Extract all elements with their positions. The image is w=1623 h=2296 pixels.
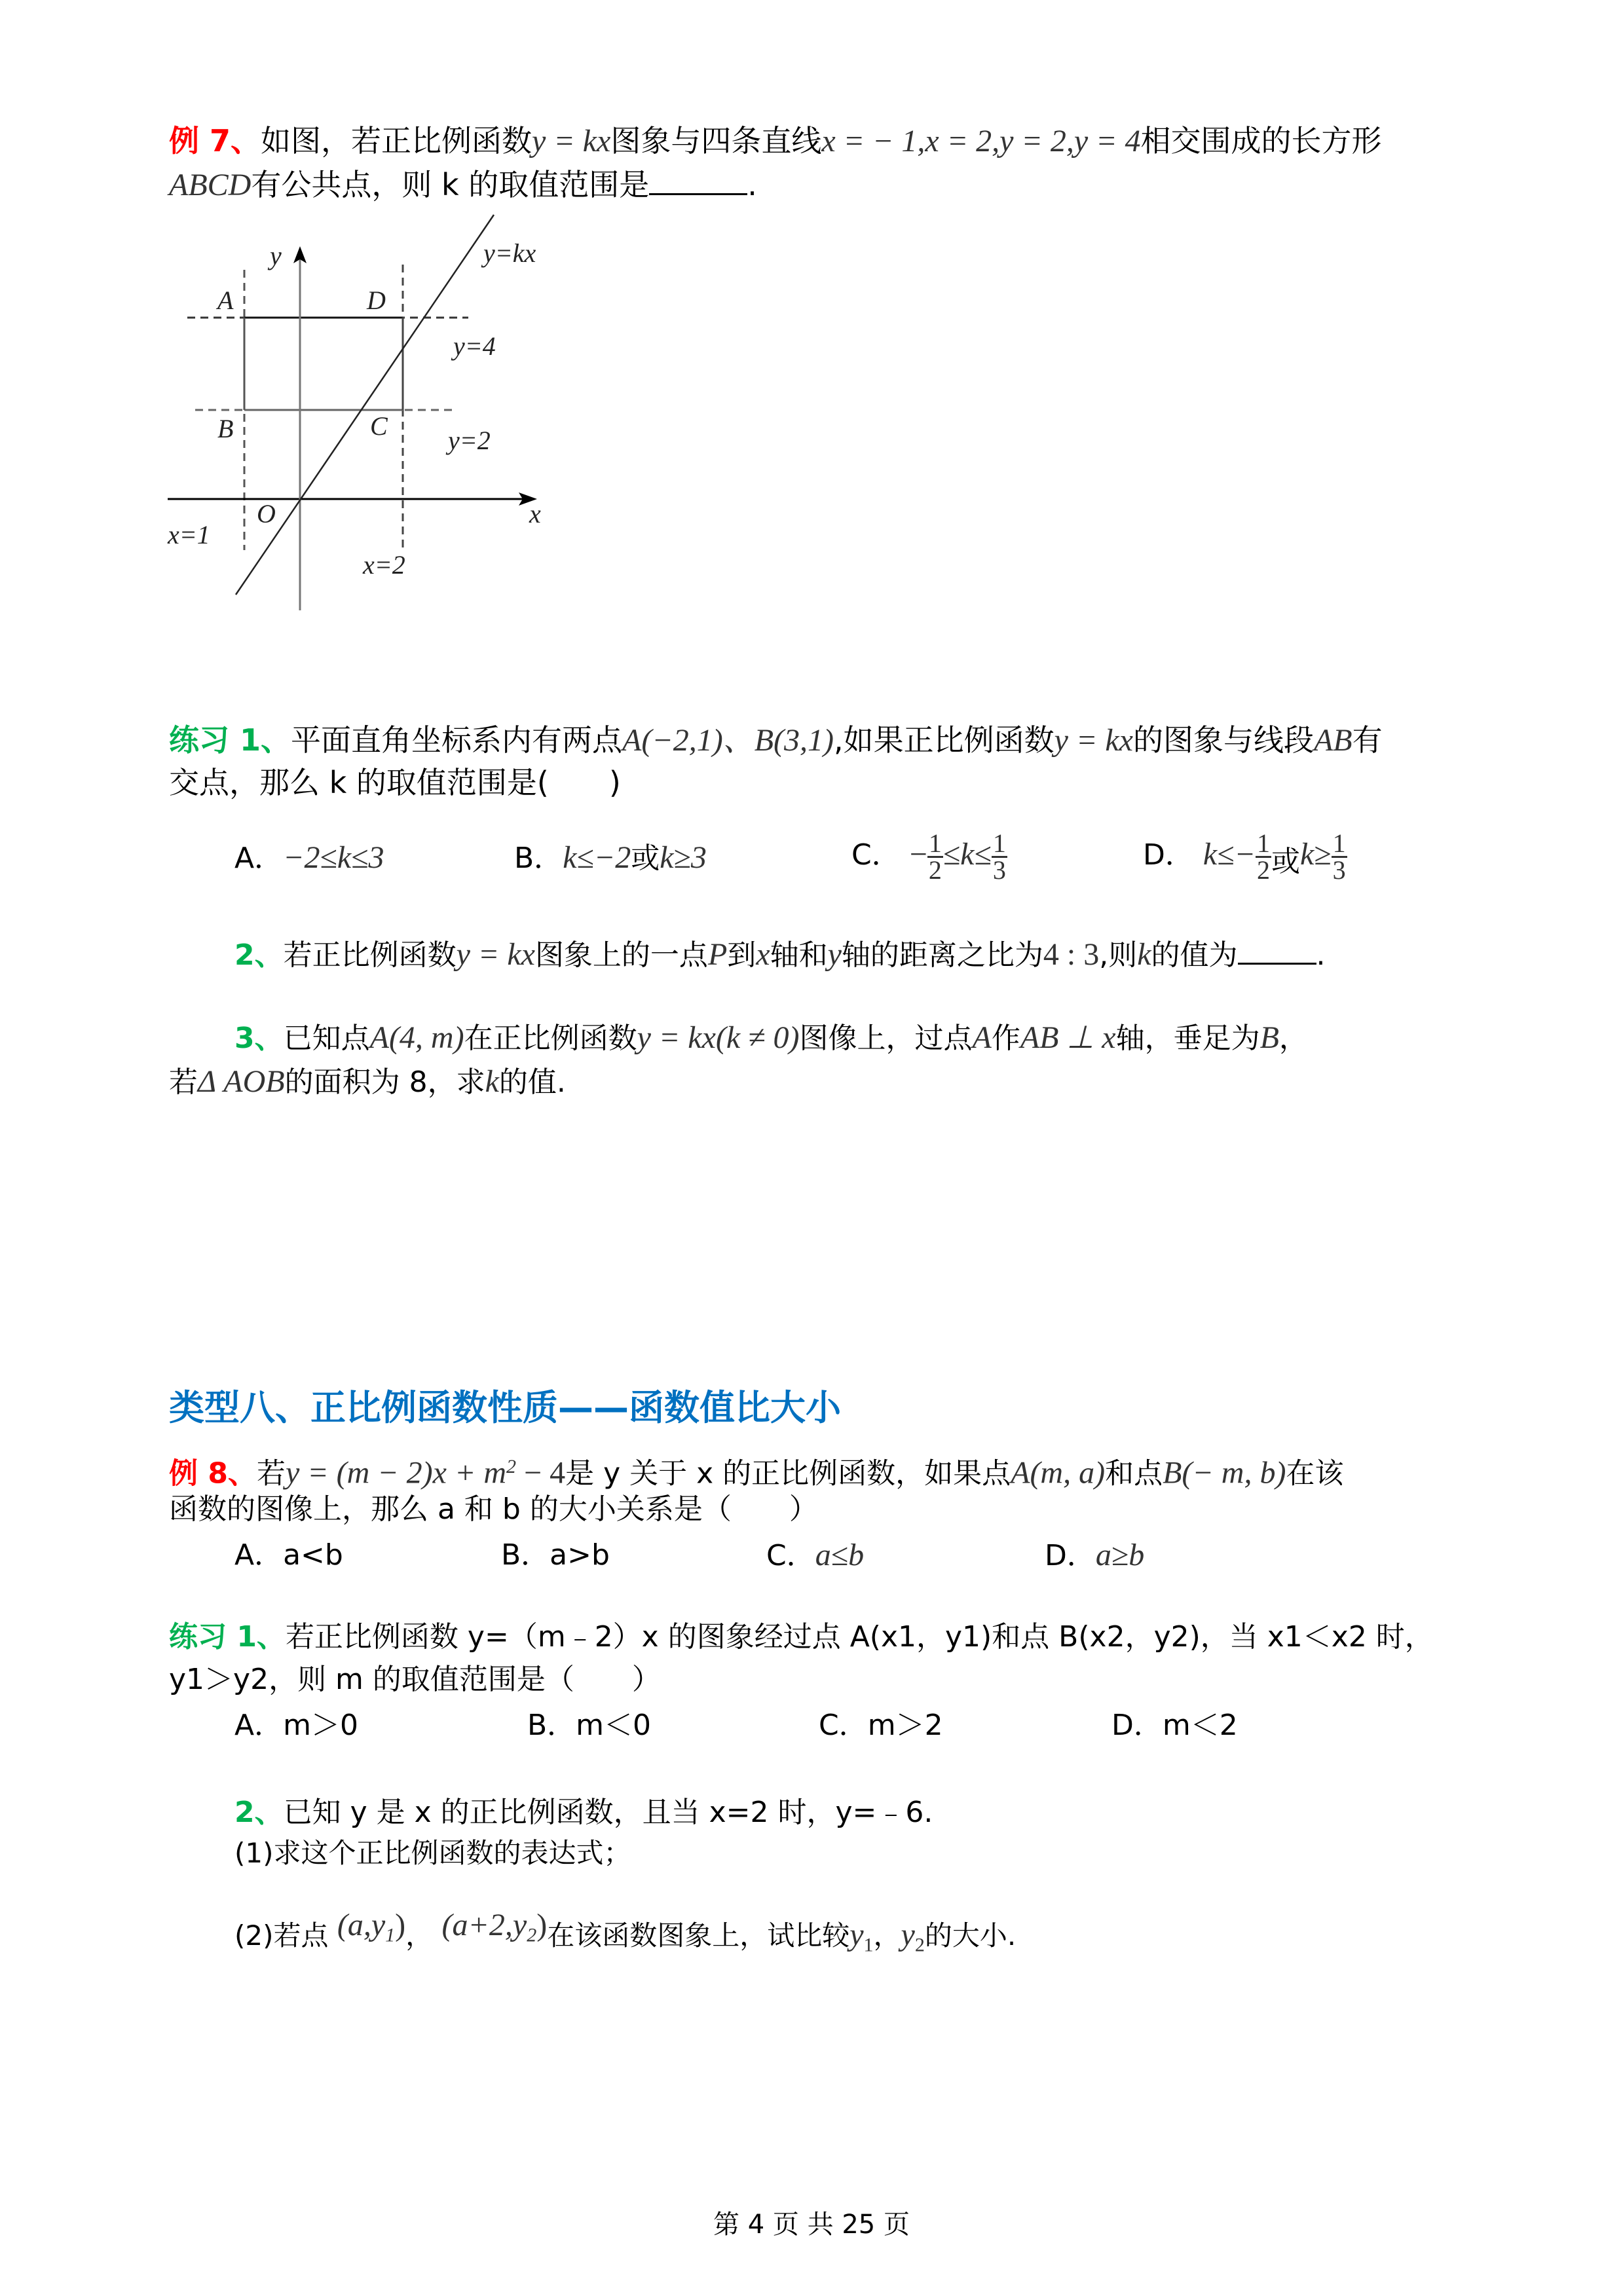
rectangle-diagram [157,210,563,668]
text: 图像上，过点 [799,1022,973,1055]
option-label: C． [766,1539,815,1572]
ex8-line1 [169,1447,1343,1494]
ex8-option-d[interactable] [1045,1536,1144,1576]
math: − 4 [516,1455,566,1491]
option-label: C． [851,838,901,872]
ex7-line1 [169,121,1382,161]
option-value: a≤b [815,1538,865,1572]
text: 是 y 关于 x 的正比例函数，如果点 [565,1456,1011,1491]
text: 有 [1352,722,1383,758]
text: 作 [991,1022,1020,1055]
ex7-label: 例 7、 [169,123,261,158]
text: . [1316,938,1326,972]
math: (a+2,y [441,1908,527,1942]
text: 已知 y 是 x 的正比例函数，且当 x=2 时，y=﹣6. [283,1796,933,1829]
x1-label: x=1 [168,520,210,549]
p8-2-part1: (1)求这个正比例函数的表达式； [234,1837,631,1869]
math: P [707,937,728,972]
math: ≤k≤ [942,837,992,872]
text: 到 [727,938,756,972]
text: 若 [256,1456,286,1491]
math: y = (m − 2)x + m [285,1455,507,1491]
line-y-kx [236,215,494,595]
p1-option-d[interactable] [1143,812,1347,904]
text: 的值. [498,1065,566,1099]
p8-2-part2 [234,1899,1016,1971]
p1-label: 练习 1、 [169,722,291,758]
numerator: 1 [928,828,942,858]
ex8-line2: 函数的图像上，那么 a 和 b 的大小关系是（ ） [169,1492,818,1526]
answer-blank[interactable] [649,167,747,195]
p8-1-label: 练习 1、 [169,1620,286,1654]
text: 平面直角坐标系内有两点 [291,722,623,758]
math: y [849,1917,864,1952]
denominator: 3 [992,855,1006,885]
numerator: 1 [1332,828,1346,858]
y-axis-label: y [270,241,282,270]
text: 的面积为 8，求 [284,1065,485,1099]
point-d-label: D [367,286,386,315]
math: A(−2,1)、B(3,1) [622,723,834,758]
point-b-label: B [217,414,234,443]
math: ) [536,1908,548,1942]
option-label: A． [234,842,284,875]
p8-1-option-a[interactable]: A．m＞0 [234,1709,358,1742]
point-1 [337,1908,406,1946]
ex7-line2 [169,165,757,205]
math: y = kx [456,937,535,972]
numerator: 1 [992,828,1006,858]
math: 4 : 3 [1043,937,1100,972]
math: y [827,937,842,972]
text: 已知点 [283,1022,370,1055]
math: B [1259,1020,1279,1055]
text: 的大小. [924,1919,1017,1952]
math: (a,y [337,1908,386,1942]
numerator: 1 [1256,828,1270,858]
point-a-label: A [217,286,234,315]
math: ) [395,1908,406,1942]
section-title: 类型八、正比例函数性质——函数值比大小 [169,1387,841,1428]
answer-blank[interactable] [1238,936,1316,965]
p8-1-option-b[interactable]: B．m＜0 [527,1709,652,1742]
text: 或 [631,842,660,875]
p1-line1 [169,720,1383,760]
math: x = − 1,x = 2,y = 2,y = 4 [821,124,1141,158]
math: k [485,1064,499,1099]
page-footer: 第 4 页 共 25 页 [713,2210,910,2240]
text: ， [873,1919,901,1952]
ex8-option-a[interactable]: A．a<b [234,1538,343,1572]
math: A(m, a) [1011,1455,1106,1491]
text: . [747,167,757,202]
ex8-option-b[interactable]: B．a>b [501,1538,610,1572]
math: x [756,937,770,972]
option-value: a≥b [1095,1538,1145,1572]
p1-option-b[interactable] [514,838,707,878]
fraction [927,828,943,885]
text: 和点 [1105,1456,1163,1491]
text: 有公共点，则 k 的取值范围是 [251,167,650,202]
text: (2)若点 [234,1919,329,1952]
text: 轴，垂足为 [1115,1022,1260,1055]
p1-line2: 交点，那么 k 的取值范围是( ) [169,765,621,800]
text: 轴的距离之比为 [841,938,1043,972]
option-label: D． [1045,1539,1096,1572]
text: 轴和 [770,938,828,972]
p8-1-line1 [169,1618,1434,1657]
math: A(4, m) [369,1020,464,1055]
fraction [992,828,1007,885]
p3-line1 [234,1018,1308,1058]
math: y = kx [1054,723,1133,758]
math: k [1137,937,1151,972]
p3-label: 3、 [234,1022,284,1055]
line-ykx-label: y=kx [483,238,536,268]
text: 图象与四条直线 [610,123,822,158]
text: ， [1278,1022,1308,1055]
option-value: k≤−2 [563,840,631,875]
denominator: 2 [1256,855,1270,885]
text: 图象上的一点 [534,938,708,972]
math: AB [1313,723,1352,758]
math: 2 [527,1924,537,1946]
text: 的图象与线段 [1132,722,1314,758]
option-value: k≥3 [660,840,707,875]
math: − [909,837,927,872]
origin-label: O [257,499,276,528]
p2-line [234,935,1326,975]
p1-option-a[interactable] [234,838,384,878]
ex8-label: 例 8、 [169,1456,257,1491]
text: 若正比例函数 y=（m﹣2）x 的图象经过点 A(x1，y1)和点 B(x2，y2)，当 x1＜x2 时， [285,1620,1434,1654]
p3-line2 [169,1062,566,1102]
p8-1-option-d[interactable]: D．m＜2 [1111,1709,1238,1742]
text: ,则 [1099,938,1138,972]
p8-1-line2: y1＞y2，则 m 的取值范围是（ ） [169,1663,661,1696]
p8-2-label: 2、 [234,1796,284,1829]
math: 1 [385,1924,396,1946]
fraction [1256,828,1271,885]
x2-label: x=2 [363,550,405,580]
math: ABCD [169,168,252,202]
math: A [972,1020,992,1055]
denominator: 2 [928,855,942,885]
text: 在该函数图象上，试比较 [547,1919,850,1952]
text: 或 [1271,844,1300,878]
text: ,如果正比例函数 [834,722,1054,758]
denominator: 3 [1332,855,1346,885]
text: 如图，若正比例函数 [261,123,532,158]
math: AB ⊥ x [1020,1020,1116,1055]
math: k≥ [1299,837,1332,872]
y4-label: y=4 [453,331,496,361]
math: B(− m, b) [1163,1455,1286,1491]
text: 若正比例函数 [283,938,457,972]
p2-label: 2、 [234,938,284,972]
y2-label: y=2 [448,426,491,455]
x-axis-label: x [529,499,541,528]
text: 相交围成的长方形 [1140,123,1382,158]
math: k≤− [1203,837,1256,872]
text: ， [405,1919,434,1952]
ex8-option-c[interactable] [766,1536,864,1576]
math: Δ AOB [198,1064,285,1099]
math: 1 [863,1934,874,1956]
text: 在正比例函数 [464,1022,637,1055]
p8-2-line1 [234,1793,933,1832]
point-c-label: C [370,411,388,441]
option-label: B． [514,842,563,875]
text: 的值为 [1151,938,1238,972]
math: 2 [914,1934,925,1956]
math: y = kx [532,124,611,158]
point-2 [441,1908,548,1946]
fraction [1332,828,1347,885]
option-value: −2≤k≤3 [283,840,384,875]
p8-1-option-c[interactable]: C．m＞2 [819,1709,943,1742]
text: 若 [169,1065,198,1099]
math: 2 [506,1456,517,1477]
text: 在该 [1286,1456,1344,1491]
option-label: D． [1143,838,1194,872]
math: y = kx(k ≠ 0) [637,1020,800,1055]
p1-option-c[interactable] [851,812,1007,898]
math: y [901,1917,915,1952]
